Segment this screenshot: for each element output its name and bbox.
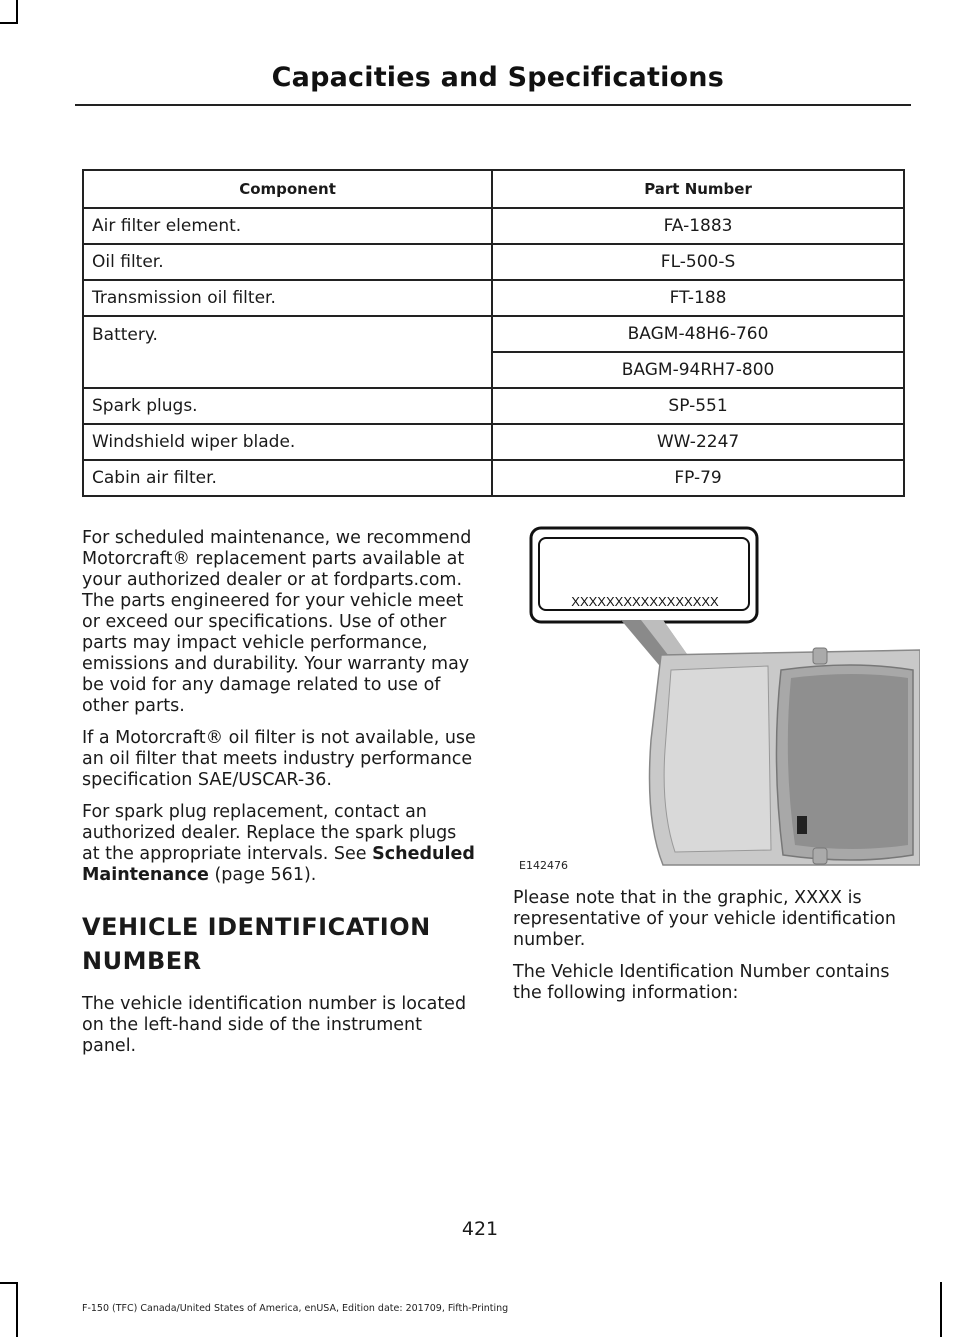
crop-mark [0,1282,18,1284]
part-number-cell: FT-188 [492,280,904,316]
right-column [513,888,913,1015]
edition-footer: F-150 (TFC) Canada/United States of America, enUSA, Edition date: 201709, Fifth-Printing [82,1303,509,1314]
part-number-cell: FL-500-S [492,244,904,280]
page-number: 421 [461,1218,499,1240]
part-number-cell: WW-2247 [492,424,904,460]
column-header-part-number: Part Number [492,170,904,208]
crop-mark [16,1282,18,1337]
component-cell: Cabin air filter. [83,460,492,496]
page-reference: (page 561). [208,865,317,885]
table-header-row [83,170,904,208]
crop-mark [16,0,18,24]
table-row [83,424,904,460]
figure-code: E142476 [519,859,568,872]
vin-location-paragraph: The vehicle identification number is located on the left-hand side of the instrument panel. [82,994,467,1056]
column-header-component: Component [83,170,492,208]
component-cell: Spark plugs. [83,388,492,424]
oil-filter-paragraph: If a Motorcraft® oil filter is not available, use an oil filter that meets industry performance specification SAE/USCAR-36. [82,728,476,790]
page-title: Capacities and Specifications [271,62,724,93]
table-row [83,316,904,352]
dashboard-illustration [513,520,920,872]
table-row [83,244,904,280]
part-number-cell: SP-551 [492,388,904,424]
part-number-cell: FA-1883 [492,208,904,244]
table-row [83,388,904,424]
maintenance-paragraph: For scheduled maintenance, we recommend Motorcraft® replacement parts available at your authorized dealer or at fordparts.com. The parts engineered for your vehicle meet or exceed our specifications. Use of other parts may impact vehicle performance, emissions and durability. Your warranty may be void for any damage related to use of other parts. [82,528,472,716]
section-heading [82,910,478,978]
spark-plug-paragraph [82,802,478,886]
vin-location-figure [513,520,920,872]
parts-table [82,169,905,497]
spark-plug-text: For spark plug replacement, contact an authorized dealer. Replace the spark plugs at the appropriate intervals. See [82,802,457,864]
header-rule [75,104,911,106]
component-cell: Air filter element. [83,208,492,244]
component-cell: Battery. [83,316,492,388]
part-number-cell: FP-79 [492,460,904,496]
component-cell: Oil filter. [83,244,492,280]
part-number-cell: BAGM-48H6-760 [492,316,904,352]
component-cell: Transmission oil filter. [83,280,492,316]
vin-contents-paragraph: The Vehicle Identification Number contains the following information: [513,962,890,1003]
table-row [83,208,904,244]
left-column [82,528,478,1068]
part-number-cell: BAGM-94RH7-800 [492,352,904,388]
component-cell: Windshield wiper blade. [83,424,492,460]
section-heading-line: VEHICLE IDENTIFICATION [82,913,431,941]
graphic-note-paragraph: Please note that in the graphic, XXXX is representative of your vehicle identification number. [513,888,896,950]
vin-placeholder-text: XXXXXXXXXXXXXXXXX [571,594,719,609]
section-heading-line: NUMBER [82,947,202,975]
table-row [83,460,904,496]
table-row [83,280,904,316]
crop-mark [940,1282,942,1337]
scheduled-maintenance-link[interactable]: Scheduled Maintenance [82,844,475,885]
